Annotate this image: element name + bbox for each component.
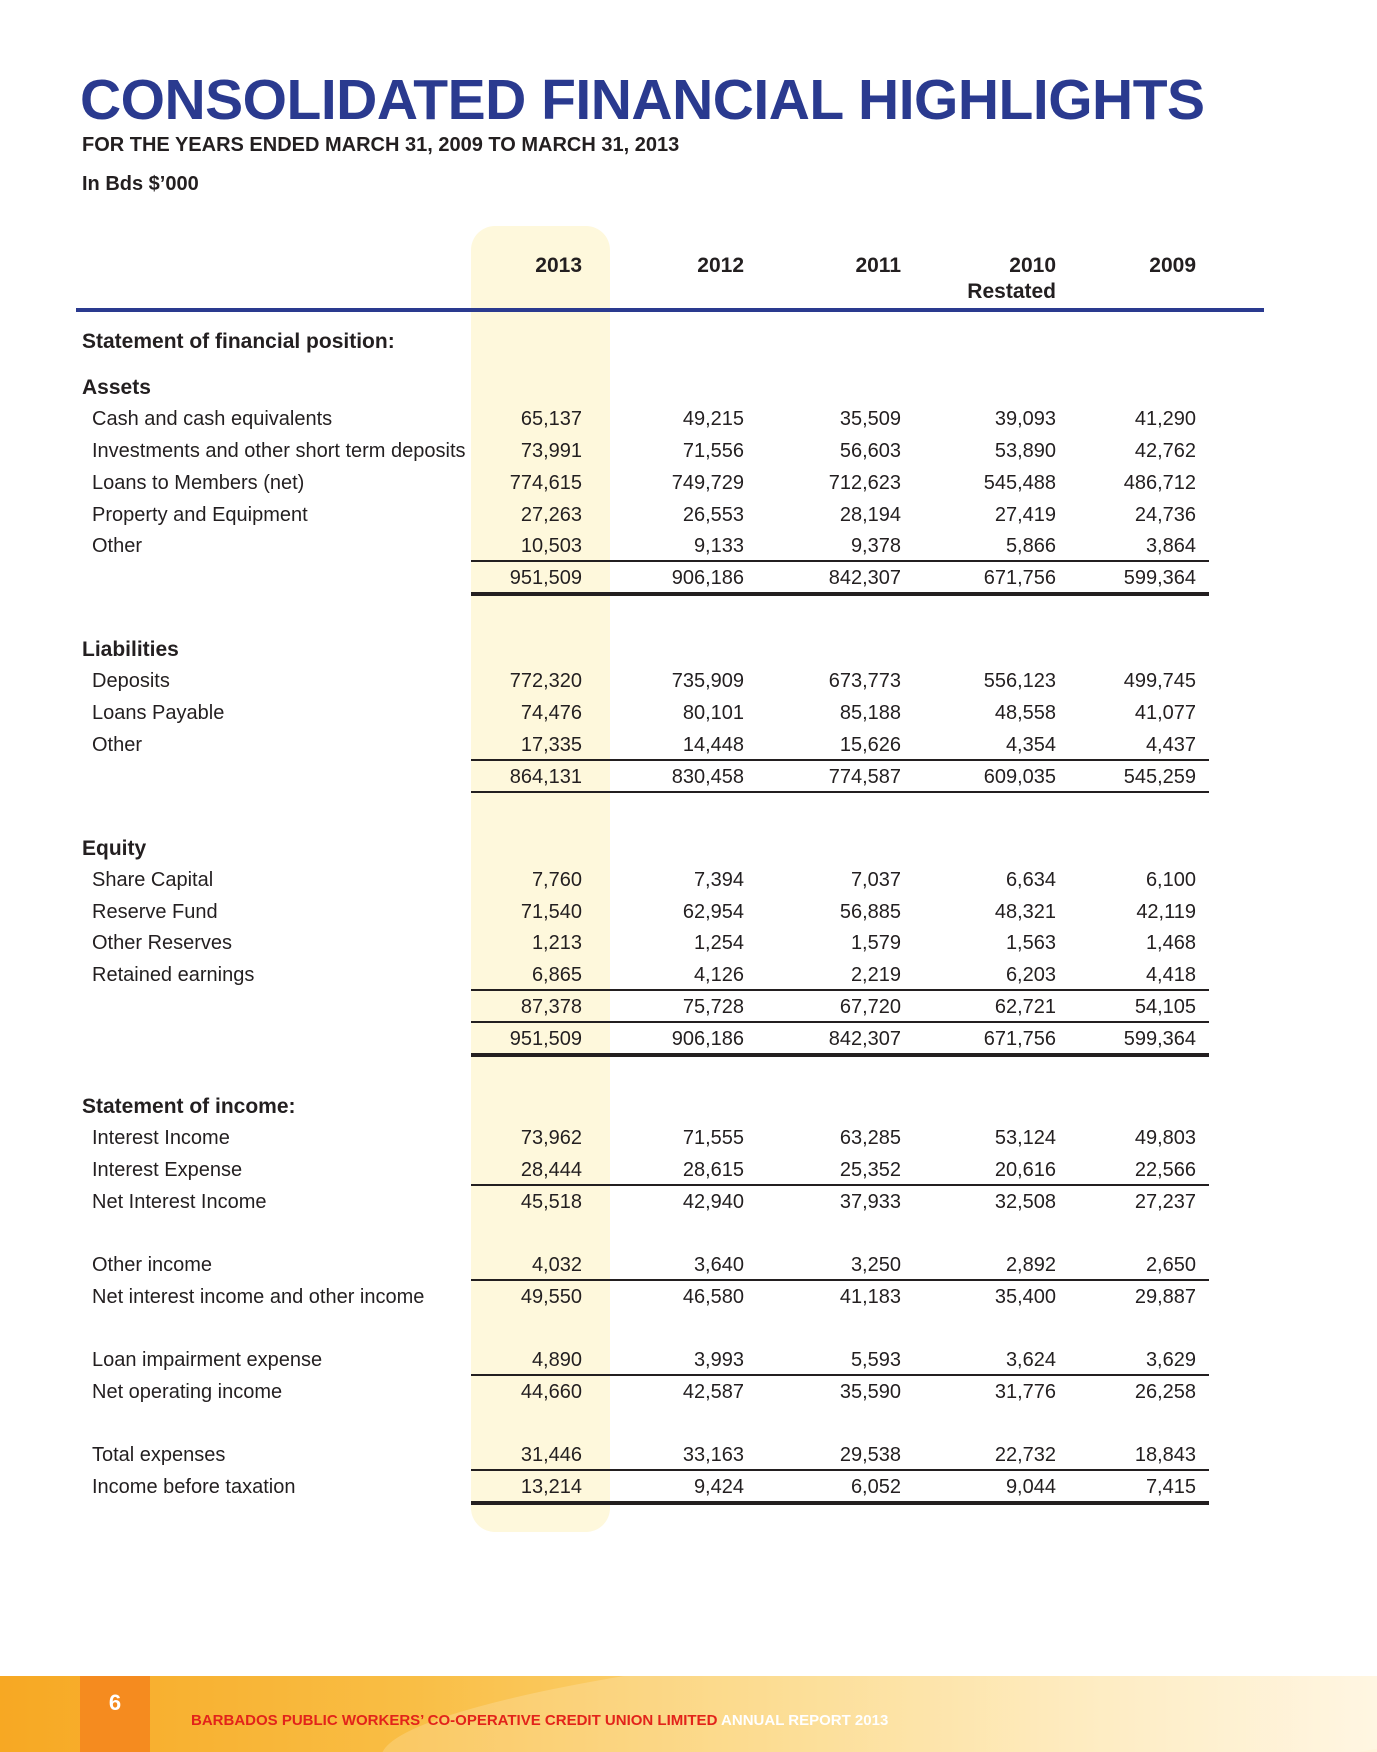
cell-2012: 749,729 bbox=[671, 472, 744, 494]
table-row bbox=[0, 901, 1377, 931]
cell-2013: 74,476 bbox=[520, 702, 582, 724]
cell-2011: 85,188 bbox=[839, 702, 901, 724]
cell-2010: 39,093 bbox=[994, 408, 1056, 430]
cell-2010: 671,756 bbox=[983, 1028, 1056, 1050]
cell-2012: 46,580 bbox=[682, 1286, 744, 1308]
row-label: Other bbox=[92, 734, 143, 756]
section-heading bbox=[0, 837, 1377, 867]
cell-2009: 2,650 bbox=[1145, 1254, 1196, 1276]
header-rule bbox=[76, 308, 1264, 312]
cell-2009: 4,437 bbox=[1145, 734, 1196, 756]
cell-2009: 49,803 bbox=[1134, 1127, 1196, 1149]
cell-2009: 4,418 bbox=[1145, 964, 1196, 986]
cell-2010: 53,890 bbox=[994, 440, 1056, 462]
cell-2011: 3,250 bbox=[850, 1254, 901, 1276]
cell-2011: 25,352 bbox=[839, 1159, 901, 1181]
row-label: Interest Income bbox=[92, 1127, 230, 1149]
cell-2013: 73,991 bbox=[520, 440, 582, 462]
section-heading bbox=[0, 638, 1377, 668]
subtotal-rule bbox=[471, 1279, 1209, 1281]
cell-2012: 3,640 bbox=[693, 1254, 744, 1276]
cell-2011: 712,623 bbox=[828, 472, 901, 494]
subtotal-rule bbox=[471, 1469, 1209, 1471]
cell-2010: 31,776 bbox=[994, 1381, 1056, 1403]
cell-2010: 609,035 bbox=[983, 766, 1056, 788]
row-label: Property and Equipment bbox=[92, 504, 308, 526]
cell-2013: 49,550 bbox=[520, 1286, 582, 1308]
subtotal-rule bbox=[471, 560, 1209, 562]
cell-2013: 7,760 bbox=[531, 869, 582, 891]
table-row bbox=[0, 1381, 1377, 1411]
cell-2013: 774,615 bbox=[509, 472, 582, 494]
cell-2009: 18,843 bbox=[1134, 1444, 1196, 1466]
cell-2012: 9,133 bbox=[693, 535, 744, 557]
cell-2011: 7,037 bbox=[850, 869, 901, 891]
cell-2010: 27,419 bbox=[994, 504, 1056, 526]
subtotal-rule bbox=[471, 759, 1209, 761]
table-row bbox=[0, 932, 1377, 962]
page-number-box bbox=[80, 1676, 150, 1752]
cell-2011: 29,538 bbox=[839, 1444, 901, 1466]
cell-2010: 3,624 bbox=[1005, 1349, 1056, 1371]
total-double-rule bbox=[471, 1053, 1209, 1057]
section-label: Liabilities bbox=[82, 638, 179, 661]
cell-2011: 842,307 bbox=[828, 1028, 901, 1050]
cell-2011: 1,579 bbox=[850, 932, 901, 954]
row-label: Reserve Fund bbox=[92, 901, 218, 923]
cell-2012: 14,448 bbox=[682, 734, 744, 756]
cell-2009: 26,258 bbox=[1134, 1381, 1196, 1403]
cell-2012: 33,163 bbox=[682, 1444, 744, 1466]
section-label: Statement of income: bbox=[82, 1095, 296, 1118]
row-label: Loan impairment expense bbox=[92, 1349, 323, 1371]
table-row bbox=[0, 440, 1377, 470]
cell-2012: 1,254 bbox=[693, 932, 744, 954]
cell-2011: 35,590 bbox=[839, 1381, 901, 1403]
row-label: Retained earnings bbox=[92, 964, 255, 986]
cell-2010: 5,866 bbox=[1005, 535, 1056, 557]
cell-2010: 6,203 bbox=[1005, 964, 1056, 986]
page-title: CONSOLIDATED FINANCIAL HIGHLIGHTS bbox=[80, 68, 1205, 132]
cell-2009: 545,259 bbox=[1123, 766, 1196, 788]
cell-2010: 32,508 bbox=[994, 1191, 1056, 1213]
cell-2013: 13,214 bbox=[520, 1476, 582, 1498]
row-label: Other income bbox=[92, 1254, 213, 1276]
cell-2010: 53,124 bbox=[994, 1127, 1056, 1149]
cell-2012: 71,556 bbox=[682, 440, 744, 462]
cell-2009: 6,100 bbox=[1145, 869, 1196, 891]
cell-2013: 951,509 bbox=[509, 567, 582, 589]
cell-2009: 7,415 bbox=[1145, 1476, 1196, 1498]
cell-2009: 29,887 bbox=[1134, 1286, 1196, 1308]
cell-2009: 24,736 bbox=[1134, 504, 1196, 526]
table-row bbox=[0, 504, 1377, 534]
subtotal-rule bbox=[471, 1184, 1209, 1186]
cell-2011: 63,285 bbox=[839, 1127, 901, 1149]
cell-2012: 26,553 bbox=[682, 504, 744, 526]
column-header-2010: 2010 bbox=[1009, 254, 1056, 277]
page-footer bbox=[0, 1676, 1377, 1752]
subtotal-rule bbox=[471, 1021, 1209, 1023]
cell-2013: 44,660 bbox=[520, 1381, 582, 1403]
cell-2010: 1,563 bbox=[1005, 932, 1056, 954]
cell-2011: 842,307 bbox=[828, 567, 901, 589]
section-label: Statement of financial position: bbox=[82, 330, 395, 353]
cell-2010: 2,892 bbox=[1005, 1254, 1056, 1276]
footer-text bbox=[191, 1712, 888, 1729]
cell-2013: 864,131 bbox=[509, 766, 582, 788]
column-header-2012: 2012 bbox=[697, 254, 744, 277]
cell-2012: 42,940 bbox=[682, 1191, 744, 1213]
row-label: Total expenses bbox=[92, 1444, 226, 1466]
subtotal-rule bbox=[471, 989, 1209, 991]
table-row bbox=[0, 702, 1377, 732]
cell-2013: 772,320 bbox=[509, 670, 582, 692]
row-label: Cash and cash equivalents bbox=[92, 408, 333, 430]
cell-2011: 37,933 bbox=[839, 1191, 901, 1213]
cell-2010: 545,488 bbox=[983, 472, 1056, 494]
cell-2012: 830,458 bbox=[671, 766, 744, 788]
section-heading bbox=[0, 1095, 1377, 1125]
cell-2010: 62,721 bbox=[994, 996, 1056, 1018]
footer-report-title: ANNUAL REPORT 2013 bbox=[721, 1712, 889, 1729]
page-number: 6 bbox=[108, 1690, 122, 1715]
cell-2009: 499,745 bbox=[1123, 670, 1196, 692]
subtotal-rule bbox=[471, 791, 1209, 793]
cell-2010: 671,756 bbox=[983, 567, 1056, 589]
cell-2012: 80,101 bbox=[682, 702, 744, 724]
cell-2009: 3,629 bbox=[1145, 1349, 1196, 1371]
total-double-rule bbox=[471, 592, 1209, 596]
cell-2010: 20,616 bbox=[994, 1159, 1056, 1181]
cell-2011: 28,194 bbox=[839, 504, 901, 526]
cell-2011: 41,183 bbox=[839, 1286, 901, 1308]
column-note-2010: Restated bbox=[967, 280, 1056, 303]
section-heading bbox=[0, 376, 1377, 406]
cell-2011: 774,587 bbox=[828, 766, 901, 788]
cell-2013: 45,518 bbox=[520, 1191, 582, 1213]
cell-2012: 906,186 bbox=[671, 567, 744, 589]
cell-2013: 4,032 bbox=[531, 1254, 582, 1276]
row-label: Other bbox=[92, 535, 143, 557]
cell-2013: 65,137 bbox=[520, 408, 582, 430]
row-label: Net operating income bbox=[92, 1381, 283, 1403]
page-subtitle: FOR THE YEARS ENDED MARCH 31, 2009 TO MARCH 31, 2013 bbox=[82, 134, 680, 156]
cell-2012: 71,555 bbox=[682, 1127, 744, 1149]
cell-2009: 27,237 bbox=[1134, 1191, 1196, 1213]
cell-2011: 9,378 bbox=[850, 535, 901, 557]
row-label: Other Reserves bbox=[92, 932, 233, 954]
table-row bbox=[0, 1127, 1377, 1157]
cell-2010: 35,400 bbox=[994, 1286, 1056, 1308]
cell-2011: 15,626 bbox=[839, 734, 901, 756]
cell-2011: 6,052 bbox=[850, 1476, 901, 1498]
table-row bbox=[0, 408, 1377, 438]
row-label: Investments and other short term deposits bbox=[92, 440, 466, 462]
cell-2012: 4,126 bbox=[693, 964, 744, 986]
cell-2011: 2,219 bbox=[850, 964, 901, 986]
cell-2012: 42,587 bbox=[682, 1381, 744, 1403]
units-note: In Bds $’000 bbox=[82, 173, 199, 195]
cell-2010: 9,044 bbox=[1005, 1476, 1056, 1498]
table-row bbox=[0, 1191, 1377, 1221]
cell-2012: 735,909 bbox=[671, 670, 744, 692]
cell-2011: 673,773 bbox=[828, 670, 901, 692]
table-row bbox=[0, 670, 1377, 700]
cell-2009: 1,468 bbox=[1145, 932, 1196, 954]
cell-2009: 42,119 bbox=[1136, 901, 1196, 923]
cell-2012: 49,215 bbox=[682, 408, 744, 430]
cell-2013: 6,865 bbox=[531, 964, 582, 986]
cell-2013: 4,890 bbox=[531, 1349, 582, 1371]
total-double-rule bbox=[471, 1501, 1209, 1505]
cell-2013: 87,378 bbox=[520, 996, 582, 1018]
subtotal-rule bbox=[471, 1374, 1209, 1376]
cell-2013: 31,446 bbox=[520, 1444, 582, 1466]
cell-2009: 42,762 bbox=[1134, 440, 1196, 462]
row-label: Deposits bbox=[92, 670, 170, 692]
cell-2011: 56,885 bbox=[839, 901, 901, 923]
row-label: Loans Payable bbox=[92, 702, 225, 724]
cell-2009: 41,077 bbox=[1134, 702, 1196, 724]
cell-2013: 10,503 bbox=[520, 535, 582, 557]
cell-2010: 48,321 bbox=[994, 901, 1056, 923]
cell-2012: 9,424 bbox=[693, 1476, 744, 1498]
section-label: Assets bbox=[82, 376, 151, 399]
table-row bbox=[0, 1286, 1377, 1316]
cell-2011: 35,509 bbox=[839, 408, 901, 430]
row-label: Net Interest Income bbox=[92, 1191, 267, 1213]
section-label: Equity bbox=[82, 837, 147, 860]
row-label: Net interest income and other income bbox=[92, 1286, 425, 1308]
section-heading bbox=[0, 330, 1377, 360]
row-label: Loans to Members (net) bbox=[92, 472, 305, 494]
cell-2009: 599,364 bbox=[1123, 1028, 1196, 1050]
cell-2013: 73,962 bbox=[520, 1127, 582, 1149]
table-row bbox=[0, 472, 1377, 502]
column-header-2013: 2013 bbox=[535, 254, 582, 277]
cell-2013: 951,509 bbox=[509, 1028, 582, 1050]
cell-2013: 1,213 bbox=[531, 932, 582, 954]
cell-2013: 17,335 bbox=[520, 734, 582, 756]
cell-2009: 3,864 bbox=[1145, 535, 1196, 557]
cell-2012: 75,728 bbox=[682, 996, 744, 1018]
cell-2013: 71,540 bbox=[520, 901, 582, 923]
cell-2013: 28,444 bbox=[520, 1159, 582, 1181]
cell-2012: 906,186 bbox=[671, 1028, 744, 1050]
cell-2009: 599,364 bbox=[1123, 567, 1196, 589]
cell-2009: 22,566 bbox=[1134, 1159, 1196, 1181]
cell-2012: 3,993 bbox=[693, 1349, 744, 1371]
cell-2010: 22,732 bbox=[994, 1444, 1056, 1466]
row-label: Income before taxation bbox=[92, 1476, 296, 1498]
cell-2010: 48,558 bbox=[994, 702, 1056, 724]
cell-2009: 41,290 bbox=[1134, 408, 1196, 430]
footer-organization: BARBADOS PUBLIC WORKERS’ CO-OPERATIVE CREDIT UNION LIMITED bbox=[191, 1712, 718, 1729]
cell-2013: 27,263 bbox=[520, 504, 582, 526]
cell-2010: 6,634 bbox=[1005, 869, 1056, 891]
column-header-2009: 2009 bbox=[1149, 254, 1196, 277]
cell-2011: 67,720 bbox=[839, 996, 901, 1018]
row-label: Interest Expense bbox=[92, 1159, 243, 1181]
cell-2011: 56,603 bbox=[839, 440, 901, 462]
cell-2010: 556,123 bbox=[983, 670, 1056, 692]
cell-2012: 28,615 bbox=[682, 1159, 744, 1181]
cell-2009: 486,712 bbox=[1123, 472, 1196, 494]
table-row bbox=[0, 869, 1377, 899]
column-header-2011: 2011 bbox=[855, 254, 901, 277]
cell-2011: 5,593 bbox=[850, 1349, 901, 1371]
cell-2009: 54,105 bbox=[1134, 996, 1196, 1018]
cell-2012: 7,394 bbox=[693, 869, 744, 891]
row-label: Share Capital bbox=[92, 869, 214, 891]
cell-2010: 4,354 bbox=[1005, 734, 1056, 756]
cell-2012: 62,954 bbox=[682, 901, 744, 923]
